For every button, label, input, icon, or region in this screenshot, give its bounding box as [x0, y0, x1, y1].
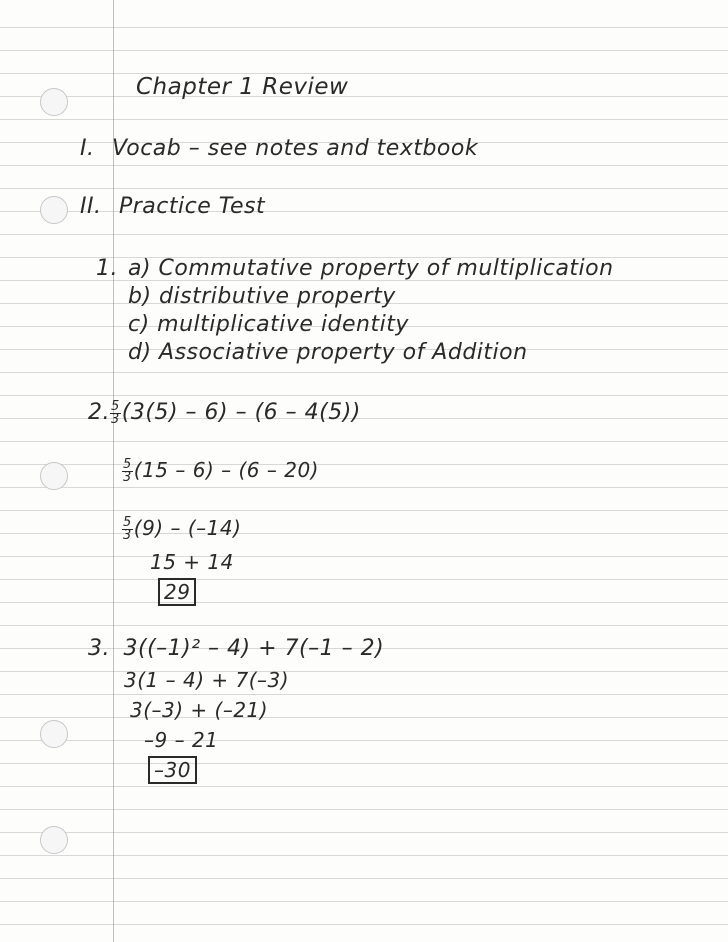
- section-2-numeral: II.: [80, 194, 102, 219]
- q1-answer-b: b) distributive property: [128, 284, 396, 309]
- binder-hole: [40, 462, 68, 490]
- q2-step-2: (15 – 6) – (6 – 20): [133, 458, 319, 482]
- q2-step-4: 15 + 14: [150, 550, 234, 574]
- section-1-numeral: I.: [80, 136, 95, 161]
- page-title: Chapter 1 Review: [136, 74, 349, 100]
- question-2-number: 2.: [88, 400, 110, 425]
- section-2-text: Practice Test: [118, 194, 266, 219]
- question-3-number: 3.: [88, 636, 110, 661]
- fraction-five-thirds: $\frac{5}{3}$: [123, 515, 132, 543]
- q3-step-2: 3(1 – 4) + 7(–3): [124, 668, 290, 692]
- q3-answer-box: [148, 756, 197, 784]
- q3-step-1: 3((–1)² – 4) + 7(–1 – 2): [123, 636, 385, 661]
- q3-answer: –30: [148, 756, 197, 784]
- fraction-five-thirds: $\frac{5}{3}$: [111, 398, 120, 427]
- section-2: [80, 194, 265, 219]
- q3-step-4: –9 – 21: [144, 728, 219, 752]
- q2-answer: 29: [158, 578, 196, 606]
- q2-step-3: (9) – (–14): [133, 516, 242, 540]
- section-1-text: Vocab – see notes and textbook: [111, 136, 479, 161]
- q1-answer-a: a) Commutative property of multiplication: [128, 256, 614, 281]
- question-1-number: 1.: [96, 256, 118, 281]
- q2-answer-box: [158, 578, 196, 606]
- fraction-five-thirds: $\frac{5}{3}$: [123, 457, 132, 485]
- binder-hole: [40, 826, 68, 854]
- section-1: [80, 136, 478, 161]
- binder-hole: [40, 720, 68, 748]
- q2-step-1: (3(5) – 6) – (6 – 4(5)): [121, 400, 361, 425]
- q1-answer-c: c) multiplicative identity: [128, 312, 409, 337]
- binder-hole: [40, 196, 68, 224]
- q3-step-3: 3(–3) + (–21): [130, 698, 269, 722]
- question-2-line-2: [122, 458, 319, 484]
- question-2-line-3: [122, 516, 241, 542]
- question-2-line-1: [88, 400, 361, 426]
- binder-hole: [40, 88, 68, 116]
- q1-answer-d: d) Associative property of Addition: [128, 340, 528, 365]
- question-3-line-1: [88, 636, 384, 661]
